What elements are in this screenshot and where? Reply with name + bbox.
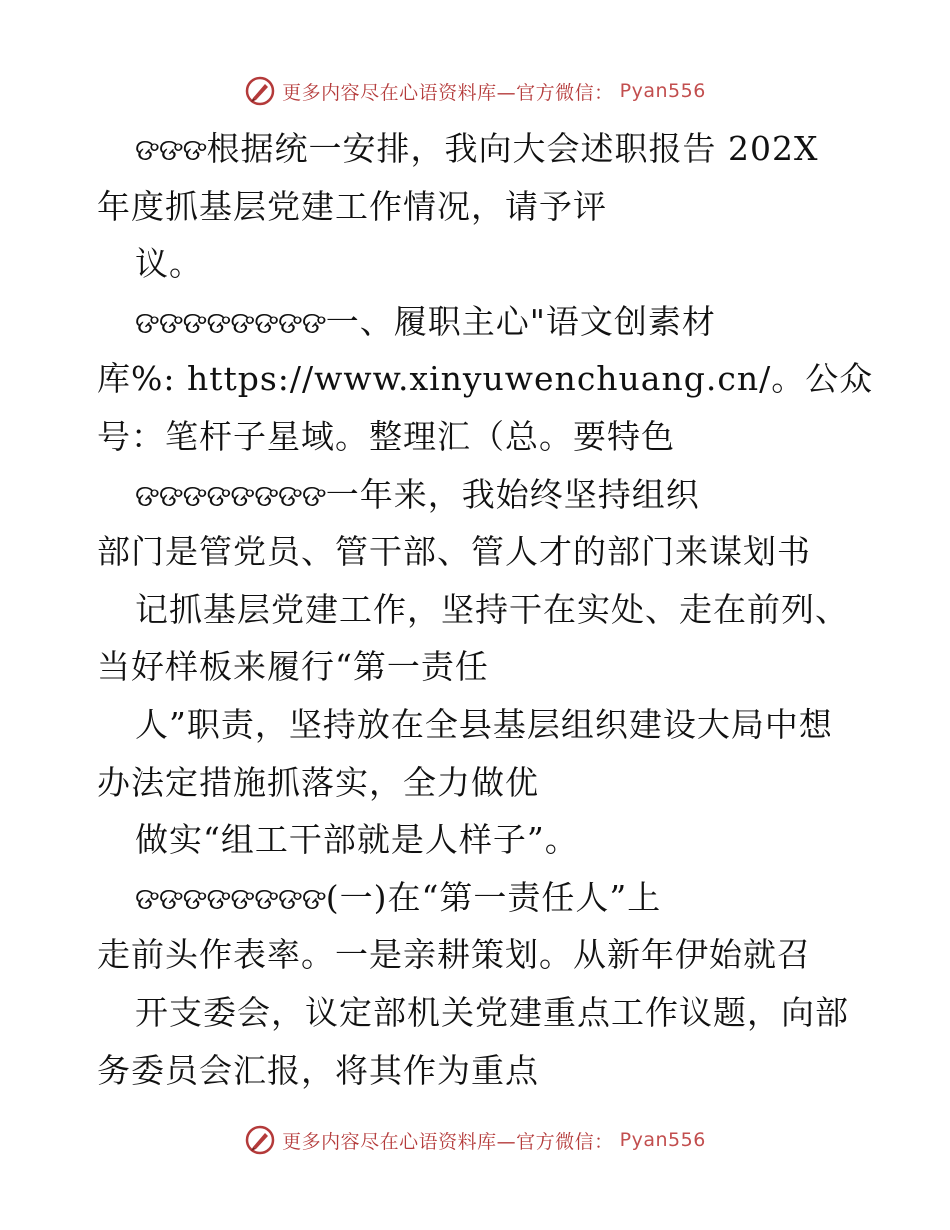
pen-logo-icon [244, 75, 276, 107]
text-line [97, 754, 857, 812]
line-text: 开支委会，议定部机关党建重点工作议题，向部 [135, 992, 849, 1032]
ornament-glyphs: ଙଙଙଙଙଙଙଙ [135, 478, 326, 514]
line-text: 一、履职主心"语文创素材 [325, 301, 716, 341]
line-text: 年度抓基层党建工作情况，请予评 [97, 186, 607, 226]
line-text: 议。 [135, 244, 203, 284]
line-text: 人”职责，坚持放在全县基层组织建设大局中想 [135, 704, 833, 744]
text-line [97, 466, 857, 524]
watermark-wechat-id: Pyan556 [619, 1129, 706, 1151]
watermark-wechat-id: Pyan556 [619, 80, 706, 102]
pen-logo-icon [244, 1124, 276, 1156]
text-line [97, 869, 857, 927]
text-line [97, 638, 857, 696]
line-text: 当好样板来履行“第一责任 [97, 647, 489, 687]
line-text: 根据统一安排，我向大会述职报告 202X [206, 129, 819, 168]
text-line [97, 120, 857, 178]
text-line [97, 178, 857, 236]
line-text: 记抓基层党建工作，坚持干在实处、走在前列、 [135, 589, 849, 629]
text-line [97, 523, 857, 581]
text-line [97, 293, 857, 351]
watermark-text: 更多内容尽在心语资料库—官方微信： [282, 1130, 614, 1153]
line-text: 部门是管党员、管干部、管人才的部门来谋划书 [97, 532, 811, 572]
line-text: 办法定措施抓落实，全力做优 [97, 762, 539, 802]
text-line [97, 926, 857, 984]
text-line [97, 235, 857, 293]
document-body [97, 120, 874, 1099]
text-line [97, 581, 857, 639]
watermark-footer [0, 1120, 950, 1160]
text-line [97, 1042, 857, 1100]
watermark-text: 更多内容尽在心语资料库—官方微信： [282, 81, 614, 104]
text-line [97, 811, 857, 869]
watermark-header [0, 71, 950, 111]
text-line [97, 350, 874, 408]
line-text: 做实“组工干部就是人样子”。 [135, 820, 579, 860]
text-line [97, 408, 857, 466]
ornament-glyphs: ଙଙଙଙଙଙଙଙ [135, 881, 326, 917]
text-line [97, 696, 857, 754]
line-text: 务委员会汇报，将其作为重点 [97, 1050, 539, 1090]
line-text: 库%: https://www.xinyuwenchuang.cn/。公众 [97, 359, 874, 399]
ornament-glyphs: ଙଙଙ [135, 133, 207, 168]
line-text: 一年来，我始终坚持组织 [325, 474, 700, 514]
line-text: 走前头作表率。一是亲耕策划。从新年伊始就召 [97, 935, 811, 975]
ornament-glyphs: ଙଙଙଙଙଙଙଙ [135, 305, 326, 341]
line-text: 号：笔杆子星域。整理汇（总。要特色 [97, 416, 675, 456]
text-line [97, 984, 857, 1042]
line-text: (一)在“第一责任人”上 [325, 877, 662, 917]
